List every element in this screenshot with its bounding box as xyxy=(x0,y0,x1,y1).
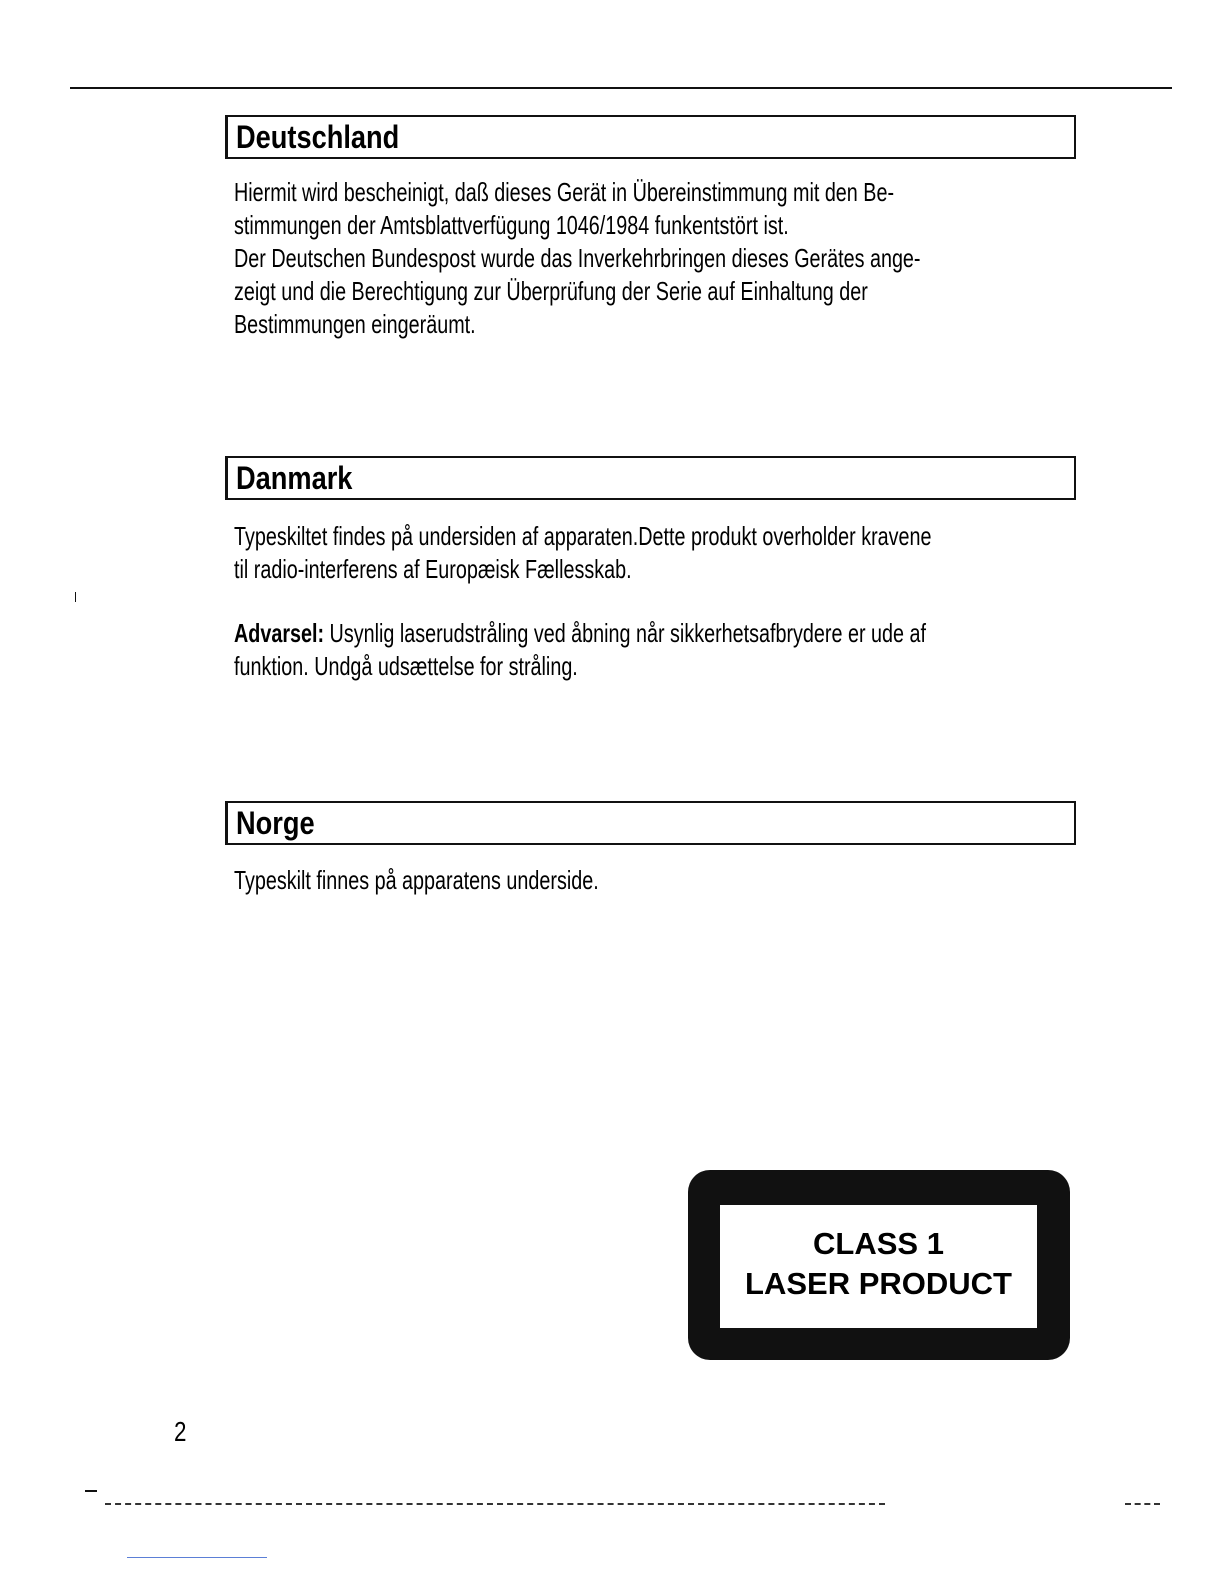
heading-text: Norge xyxy=(236,805,315,841)
bottom-rule-right xyxy=(1125,1503,1160,1505)
paragraph-line: Typeskiltet findes på undersiden af apparaten.Dette produkt overholder kravene xyxy=(234,521,932,551)
margin-mark xyxy=(75,592,76,602)
laser-class-line1: CLASS 1 xyxy=(813,1226,944,1261)
paragraph-line: til radio-interferens af Europæisk Fællesskab. xyxy=(234,554,632,584)
paragraph-line: stimmungen der Amtsblattverfügung 1046/1984 funkentstört ist. xyxy=(234,210,789,240)
laser-class-line2: LASER PRODUCT xyxy=(745,1266,1012,1301)
paragraph-line: Hiermit wird bescheinigt, daß dieses Gerät in Übereinstimmung mit den Be- xyxy=(234,177,895,207)
page-number: 2 xyxy=(174,1416,187,1447)
heading-text: Danmark xyxy=(236,460,353,496)
warning-label: Advarsel: xyxy=(234,618,325,648)
warning-text: Usynlig laserudstråling ved åbning når sikkerhetsafbrydere er ude af xyxy=(324,618,926,648)
heading-text: Deutschland xyxy=(236,119,400,155)
bottom-rule xyxy=(105,1503,885,1505)
paragraph-line: Bestimmungen eingeräumt. xyxy=(234,309,476,339)
heading-danmark xyxy=(225,456,1076,500)
laser-class-label xyxy=(688,1170,1070,1360)
paragraph-line: zeigt und die Berechtigung zur Überprüfung der Serie auf Einhaltung der xyxy=(234,276,868,306)
paragraph-line: Typeskilt finnes på apparatens underside. xyxy=(234,865,599,895)
warning-line: funktion. Undgå udsættelse for stråling. xyxy=(234,651,578,681)
heading-deutschland xyxy=(225,115,1076,159)
heading-norge xyxy=(225,801,1076,845)
bottom-blue-line xyxy=(127,1557,267,1558)
bottom-mark xyxy=(85,1490,97,1492)
top-rule xyxy=(70,87,1172,89)
paragraph-line: Der Deutschen Bundespost wurde das Inverkehrbringen dieses Gerätes ange- xyxy=(234,243,921,273)
warning-line xyxy=(234,618,926,648)
